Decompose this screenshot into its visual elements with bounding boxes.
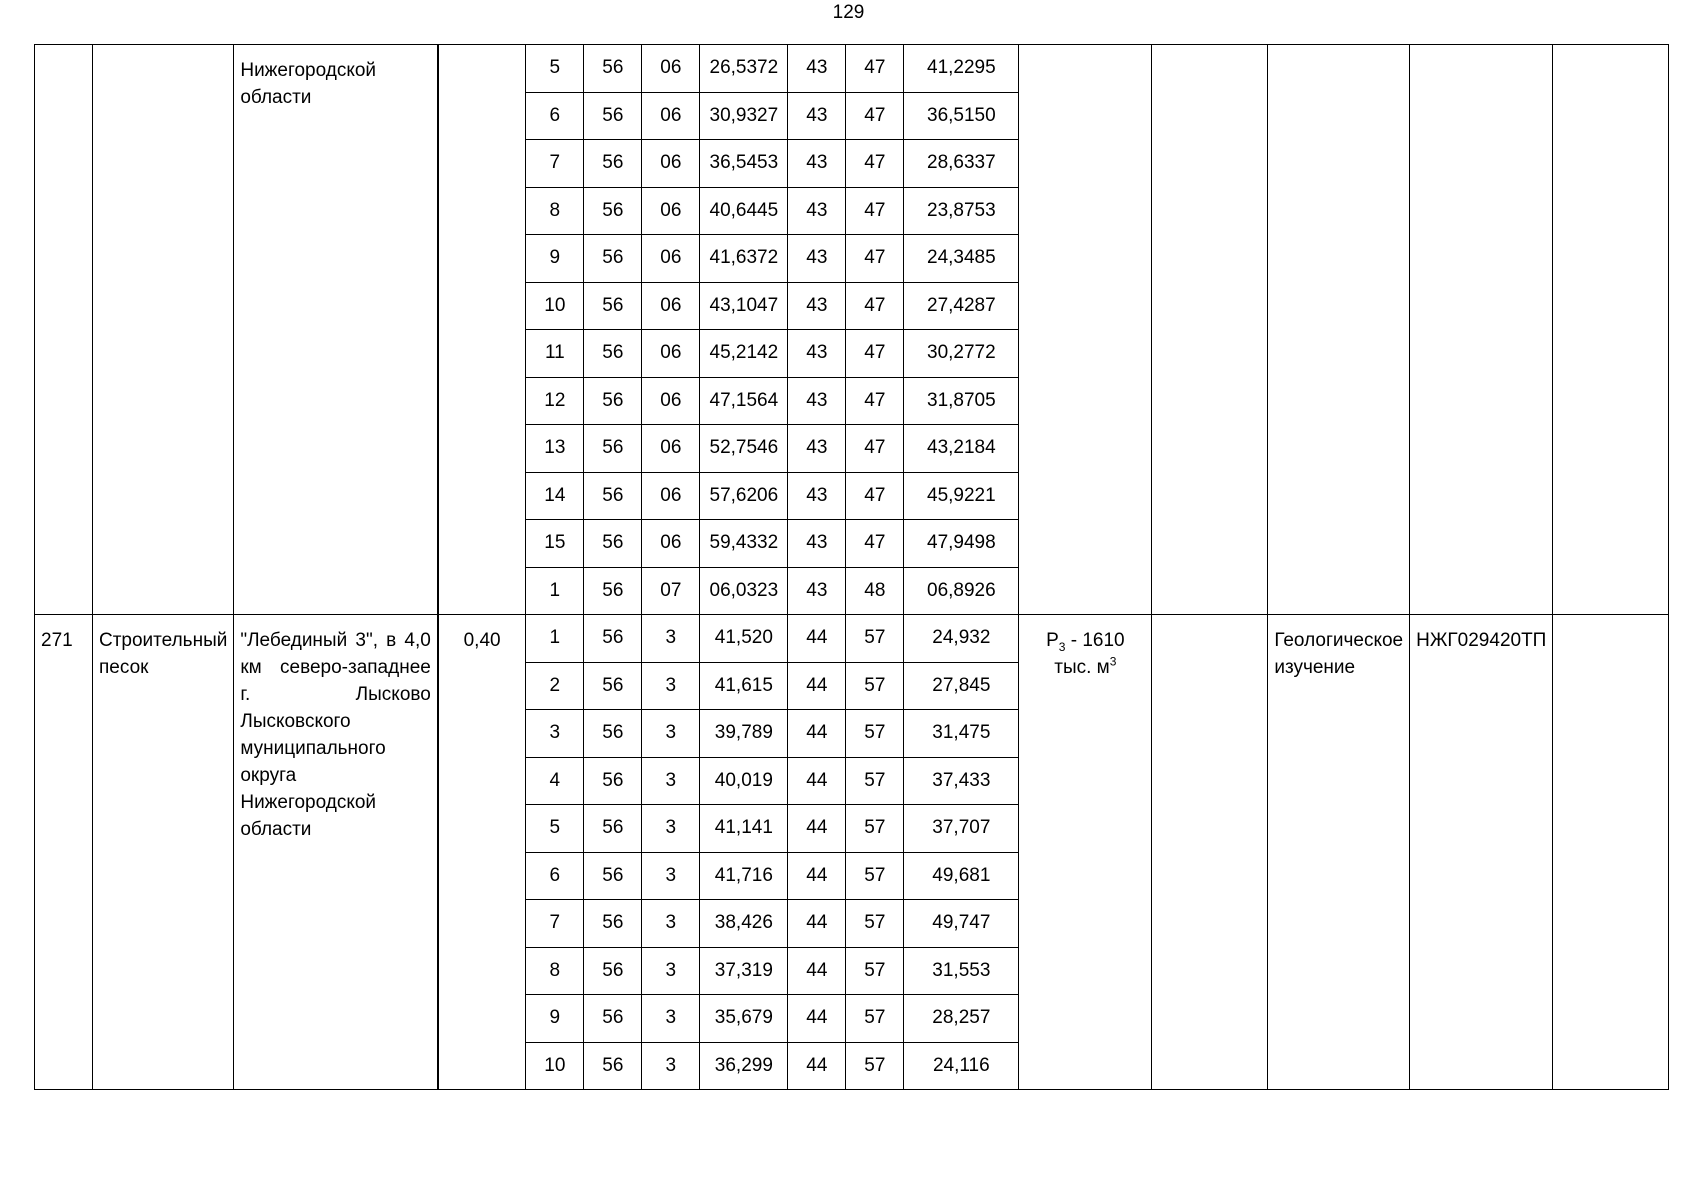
point-number-cell: 6 [526,852,584,900]
reserves-cell [1019,45,1152,615]
lon-minutes-cell: 57 [846,900,904,948]
lat-degrees-cell: 56 [584,1042,642,1090]
point-number-cell: 1 [526,567,584,615]
lon-degrees-cell: 43 [788,377,846,425]
location-cell: Нижегородской области [234,45,438,615]
lon-degrees-cell: 44 [788,900,846,948]
point-number-cell: 13 [526,425,584,473]
lon-minutes-cell: 57 [846,995,904,1043]
lon-degrees-cell: 43 [788,140,846,188]
lon-minutes-cell: 47 [846,45,904,93]
lon-minutes-cell: 57 [846,947,904,995]
lon-seconds-cell: 31,553 [904,947,1019,995]
lon-minutes-cell: 47 [846,330,904,378]
point-number-cell: 12 [526,377,584,425]
point-number-cell: 14 [526,472,584,520]
lon-minutes-cell: 57 [846,805,904,853]
lat-seconds-cell: 41,141 [700,805,788,853]
lon-degrees-cell: 44 [788,995,846,1043]
lat-degrees-cell: 56 [584,377,642,425]
lon-seconds-cell: 49,681 [904,852,1019,900]
lat-minutes-cell: 06 [642,45,700,93]
lat-degrees-cell: 56 [584,140,642,188]
lat-seconds-cell: 40,019 [700,757,788,805]
reserves-unit-power: 3 [1109,654,1117,669]
point-number-cell: 10 [526,1042,584,1090]
lon-degrees-cell: 44 [788,662,846,710]
point-number-cell: 11 [526,330,584,378]
reserves-value: - 1610 тыс. м [1054,630,1125,678]
lat-degrees-cell: 56 [584,757,642,805]
purpose-cell [1268,45,1410,615]
lon-seconds-cell: 31,475 [904,710,1019,758]
lat-degrees-cell: 56 [584,282,642,330]
lon-seconds-cell: 28,6337 [904,140,1019,188]
point-number-cell: 8 [526,947,584,995]
license-cell: НЖГ029420ТП [1410,615,1553,1090]
lat-seconds-cell: 06,0323 [700,567,788,615]
lon-minutes-cell: 47 [846,425,904,473]
empty-column-cell [1152,615,1268,1090]
lon-minutes-cell: 47 [846,282,904,330]
lat-seconds-cell: 39,789 [700,710,788,758]
lat-seconds-cell: 37,319 [700,947,788,995]
lat-minutes-cell: 06 [642,235,700,283]
lat-degrees-cell: 56 [584,900,642,948]
point-number-cell: 2 [526,662,584,710]
lat-minutes-cell: 06 [642,282,700,330]
record-271-section [35,615,1669,1090]
point-number-cell: 15 [526,520,584,568]
lon-seconds-cell: 24,116 [904,1042,1019,1090]
lat-minutes-cell: 3 [642,757,700,805]
empty-column-cell [1152,45,1268,615]
number-cell [35,45,93,615]
lon-degrees-cell: 43 [788,235,846,283]
lat-seconds-cell: 41,716 [700,852,788,900]
lon-seconds-cell: 47,9498 [904,520,1019,568]
location-cell: "Лебединый 3", в 4,0 км северо-западнее г. Лысково Лысковского муниципального округа Нижегородской области [234,615,438,1090]
reserves-category-index: 3 [1058,639,1066,654]
lon-seconds-cell: 27,845 [904,662,1019,710]
lat-minutes-cell: 3 [642,615,700,663]
lat-minutes-cell: 3 [642,995,700,1043]
lon-minutes-cell: 57 [846,852,904,900]
lon-seconds-cell: 24,3485 [904,235,1019,283]
reserves-category: P [1046,630,1059,651]
lon-degrees-cell: 44 [788,710,846,758]
lat-minutes-cell: 06 [642,187,700,235]
lon-minutes-cell: 47 [846,140,904,188]
point-number-cell: 9 [526,995,584,1043]
lon-minutes-cell: 57 [846,615,904,663]
lat-minutes-cell: 3 [642,947,700,995]
lat-minutes-cell: 06 [642,425,700,473]
lat-degrees-cell: 56 [584,852,642,900]
lon-minutes-cell: 47 [846,472,904,520]
lat-seconds-cell: 47,1564 [700,377,788,425]
lon-seconds-cell: 43,2184 [904,425,1019,473]
lon-degrees-cell: 44 [788,1042,846,1090]
lat-degrees-cell: 56 [584,45,642,93]
lat-minutes-cell: 3 [642,852,700,900]
point-number-cell: 6 [526,92,584,140]
lat-seconds-cell: 45,2142 [700,330,788,378]
reserves-cell [1019,615,1152,1090]
lon-degrees-cell: 43 [788,282,846,330]
lat-degrees-cell: 56 [584,947,642,995]
lon-degrees-cell: 44 [788,852,846,900]
lat-degrees-cell: 56 [584,567,642,615]
purpose-cell: Геологическое изучение [1268,615,1410,1090]
lat-seconds-cell: 57,6206 [700,472,788,520]
lon-minutes-cell: 57 [846,662,904,710]
lat-seconds-cell: 43,1047 [700,282,788,330]
lon-seconds-cell: 23,8753 [904,187,1019,235]
lon-seconds-cell: 28,257 [904,995,1019,1043]
lat-minutes-cell: 3 [642,662,700,710]
lat-seconds-cell: 38,426 [700,900,788,948]
mineral-cell [93,45,234,615]
lon-minutes-cell: 57 [846,1042,904,1090]
lon-seconds-cell: 31,8705 [904,377,1019,425]
empty-column-cell [1553,615,1669,1090]
lon-minutes-cell: 47 [846,187,904,235]
lat-degrees-cell: 56 [584,425,642,473]
lat-seconds-cell: 26,5372 [700,45,788,93]
lat-seconds-cell: 41,6372 [700,235,788,283]
lat-minutes-cell: 3 [642,710,700,758]
lat-degrees-cell: 56 [584,520,642,568]
mineral-cell: Строительный песок [93,615,234,1090]
coordinate-row [35,45,1669,93]
lat-degrees-cell: 56 [584,710,642,758]
lon-minutes-cell: 47 [846,235,904,283]
lat-seconds-cell: 59,4332 [700,520,788,568]
lat-minutes-cell: 06 [642,330,700,378]
lat-minutes-cell: 06 [642,92,700,140]
lon-minutes-cell: 48 [846,567,904,615]
lon-degrees-cell: 43 [788,520,846,568]
lat-degrees-cell: 56 [584,472,642,520]
lat-degrees-cell: 56 [584,235,642,283]
lon-degrees-cell: 44 [788,757,846,805]
lat-seconds-cell: 30,9327 [700,92,788,140]
lat-minutes-cell: 3 [642,1042,700,1090]
lon-seconds-cell: 45,9221 [904,472,1019,520]
lon-degrees-cell: 43 [788,330,846,378]
registry-table [34,44,1669,1090]
point-number-cell: 9 [526,235,584,283]
lon-degrees-cell: 44 [788,615,846,663]
lon-degrees-cell: 44 [788,805,846,853]
lat-minutes-cell: 07 [642,567,700,615]
lat-minutes-cell: 06 [642,472,700,520]
empty-column-cell [1553,45,1669,615]
lat-degrees-cell: 56 [584,805,642,853]
point-number-cell: 7 [526,140,584,188]
lat-degrees-cell: 56 [584,187,642,235]
lon-minutes-cell: 47 [846,92,904,140]
lon-seconds-cell: 37,707 [904,805,1019,853]
number-cell: 271 [35,615,93,1090]
point-number-cell: 3 [526,710,584,758]
coordinate-row [35,615,1669,663]
point-number-cell: 7 [526,900,584,948]
lon-degrees-cell: 43 [788,472,846,520]
lat-seconds-cell: 52,7546 [700,425,788,473]
lat-seconds-cell: 36,299 [700,1042,788,1090]
lat-minutes-cell: 3 [642,900,700,948]
lon-minutes-cell: 47 [846,520,904,568]
area-cell: 0,40 [438,615,526,1090]
previous-record-section [35,45,1669,615]
lat-degrees-cell: 56 [584,662,642,710]
lon-degrees-cell: 43 [788,187,846,235]
lon-seconds-cell: 49,747 [904,900,1019,948]
lon-seconds-cell: 36,5150 [904,92,1019,140]
lon-degrees-cell: 43 [788,92,846,140]
lat-degrees-cell: 56 [584,92,642,140]
area-cell [438,45,526,615]
lat-minutes-cell: 3 [642,805,700,853]
point-number-cell: 8 [526,187,584,235]
lat-seconds-cell: 41,615 [700,662,788,710]
lon-degrees-cell: 43 [788,425,846,473]
lat-degrees-cell: 56 [584,615,642,663]
point-number-cell: 5 [526,805,584,853]
lon-seconds-cell: 27,4287 [904,282,1019,330]
lon-seconds-cell: 24,932 [904,615,1019,663]
page-number: 129 [832,2,865,23]
lat-seconds-cell: 41,520 [700,615,788,663]
lat-seconds-cell: 35,679 [700,995,788,1043]
lon-seconds-cell: 37,433 [904,757,1019,805]
lat-minutes-cell: 06 [642,140,700,188]
point-number-cell: 1 [526,615,584,663]
lon-minutes-cell: 57 [846,710,904,758]
lon-minutes-cell: 57 [846,757,904,805]
lat-seconds-cell: 36,5453 [700,140,788,188]
point-number-cell: 5 [526,45,584,93]
lon-degrees-cell: 43 [788,45,846,93]
lat-degrees-cell: 56 [584,330,642,378]
point-number-cell: 10 [526,282,584,330]
lat-minutes-cell: 06 [642,520,700,568]
point-number-cell: 4 [526,757,584,805]
lat-minutes-cell: 06 [642,377,700,425]
license-cell [1410,45,1553,615]
lon-seconds-cell: 41,2295 [904,45,1019,93]
lon-degrees-cell: 43 [788,567,846,615]
lon-seconds-cell: 06,8926 [904,567,1019,615]
lon-minutes-cell: 47 [846,377,904,425]
lat-degrees-cell: 56 [584,995,642,1043]
lat-seconds-cell: 40,6445 [700,187,788,235]
lon-degrees-cell: 44 [788,947,846,995]
lon-seconds-cell: 30,2772 [904,330,1019,378]
